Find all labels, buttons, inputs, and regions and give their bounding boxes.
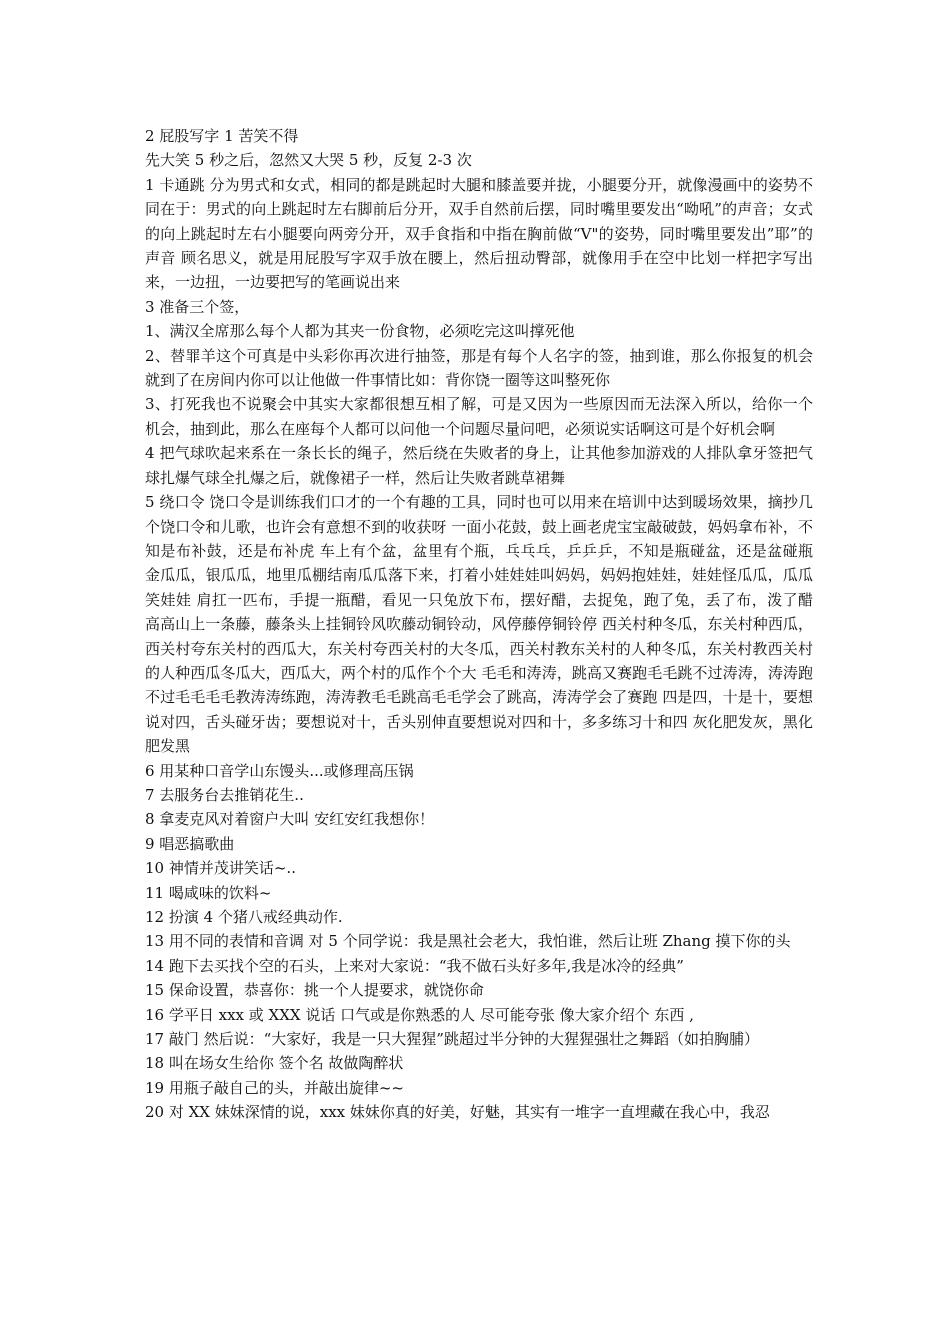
paragraph: 5 绕口令 饶口令是训练我们口才的一个有趣的工具，同时也可以用来在培训中达到暖场效果，摘抄几个饶口令和儿歌，也许会有意想不到的收获呀 一面小花鼓，鼓上画老虎宝宝敲破鼓，妈妈拿布补，不知是布补鼓，还是布补虎 车上有个盆，盆里有个瓶，乓乓乓，乒乒乒，不知是瓶碰盆，还是盆碰瓶 金瓜瓜，银瓜瓜，地里瓜棚结南瓜瓜落下来，打着小娃娃娃叫妈妈，妈妈抱娃娃，娃娃怪瓜瓜，瓜瓜笑娃娃 肩扛一匹布，手提一瓶醋，看见一只兔放下布，摆好醋，去捉兔，跑了兔，丢了布，泼了醋 高高山上一条藤，藤条头上挂铜铃风吹藤动铜铃动，风停藤停铜铃停 西关村种冬瓜，东关村种西瓜，西关村夸东关村的西瓜大，东关村夸西关村的大冬瓜，西关村教东关村的人种冬瓜，东关村教西关村的人种西瓜冬瓜大，西瓜大，两个村的瓜作个个大 毛毛和涛涛，跳高又赛跑毛毛跳不过涛涛，涛涛跑不过毛毛毛毛教涛涛练跑，涛涛教毛毛跳高毛毛学会了跳高，涛涛学会了赛跑 四是四，十是十，要想说对四，舌头碰牙齿；要想说对十，舌头别伸直要想说对四和十，多多练习十和四 灰化肥发灰，黑化肥发黑 — [145, 493, 813, 756]
paragraph: 14 跑下去买找个空的石头，上来对大家说：“我不做石头好多年,我是冰冷的经典” — [145, 956, 684, 975]
paragraph: 6 用某种口音学山东馒头...或修理高压锅 — [145, 761, 414, 780]
paragraph: 先大笑 5 秒之后，忽然又大哭 5 秒，反复 2-3 次 — [145, 151, 472, 170]
document-body — [145, 124, 813, 1125]
paragraph: 9 唱恶搞歌曲 — [145, 834, 235, 853]
paragraph: 18 叫在场女生给你 签个名 故做陶醉状 — [145, 1054, 404, 1073]
paragraph: 10 神情并茂讲笑话~.. — [145, 859, 296, 878]
paragraph: 1、满汉全席那么每个人都为其夹一份食物，必须吃完这叫撑死他 — [145, 322, 575, 341]
paragraph: 15 保命设置，恭喜你：挑一个人提要求，就饶你命 — [145, 981, 484, 1000]
paragraph: 19 用瓶子敲自己的头，并敲出旋律~~ — [145, 1078, 404, 1097]
paragraph: 2、替罪羊这个可真是中头彩你再次进行抽签，那是有每个人名字的签，抽到谁，那么你报复的机会就到了在房间内你可以让他做一件事情比如：背你饶一圈等这叫整死你 — [145, 346, 813, 390]
paragraph: 7 去服务台去推销花生.. — [145, 785, 304, 804]
paragraph: 8 拿麦克风对着窗户大叫 安红安红我想你！ — [145, 810, 435, 829]
paragraph: 1 卡通跳 分为男式和女式，相同的都是跳起时大腿和膝盖要并拢，小腿要分开，就像漫画中的姿势不同在于：男式的向上跳起时左右脚前后分开，双手自然前后摆，同时嘴里要发出“呦吼”的声音；女式的向上跳起时左右小腿要向两旁分开，双手食指和中指在胸前做“V"的姿势，同时嘴里要发出”耶”的声音 顾名思义，就是用屁股写字双手放在腰上，然后扭动臀部，就像用手在空中比划一样把字写出来，一边扭，一边要把写的笔画说出来 — [145, 175, 813, 292]
paragraph: 4 把气球吹起来系在一条长长的绳子，然后绕在失败者的身上，让其他参加游戏的人排队拿牙签把气球扎爆气球全扎爆之后，就像裙子一样，然后让失败者跳草裙舞 — [145, 444, 813, 487]
paragraph: 3 准备三个签， — [145, 297, 250, 316]
paragraph: 20 对 XX 妹妹深情的说，xxx 妹妹你真的好美，好魅，其实有一堆字一直埋藏在我心中，我忍 — [145, 1103, 770, 1122]
paragraph: 3、打死我也不说聚会中其实大家都很想互相了解，可是又因为一些原因而无法深入所以，给你一个机会，抽到此，那么在座每个人都可以问他一个问题尽量问吧，必须说实话啊这可是个好机会啊 — [145, 395, 813, 438]
paragraph: 17 敲门 然后说：“大家好，我是一只大猩猩”跳超过半分钟的大猩猩强壮之舞蹈（如拍胸脯） — [145, 1030, 759, 1049]
paragraph: 11 喝咸味的饮料~ — [145, 883, 272, 902]
paragraph: 16 学平日 xxx 或 XXX 说话 口气或是你熟悉的人 尽可能夸张 像大家介绍个 东西 , — [145, 1005, 694, 1024]
paragraph: 13 用不同的表情和音调 对 5 个同学说：我是黑社会老大，我怕谁，然后让班 Zhang 摸下你的头 — [145, 932, 791, 951]
paragraph: 12 扮演 4 个猪八戒经典动作. — [145, 908, 343, 926]
paragraph: 2 屁股写字 1 苦笑不得 — [145, 127, 299, 145]
